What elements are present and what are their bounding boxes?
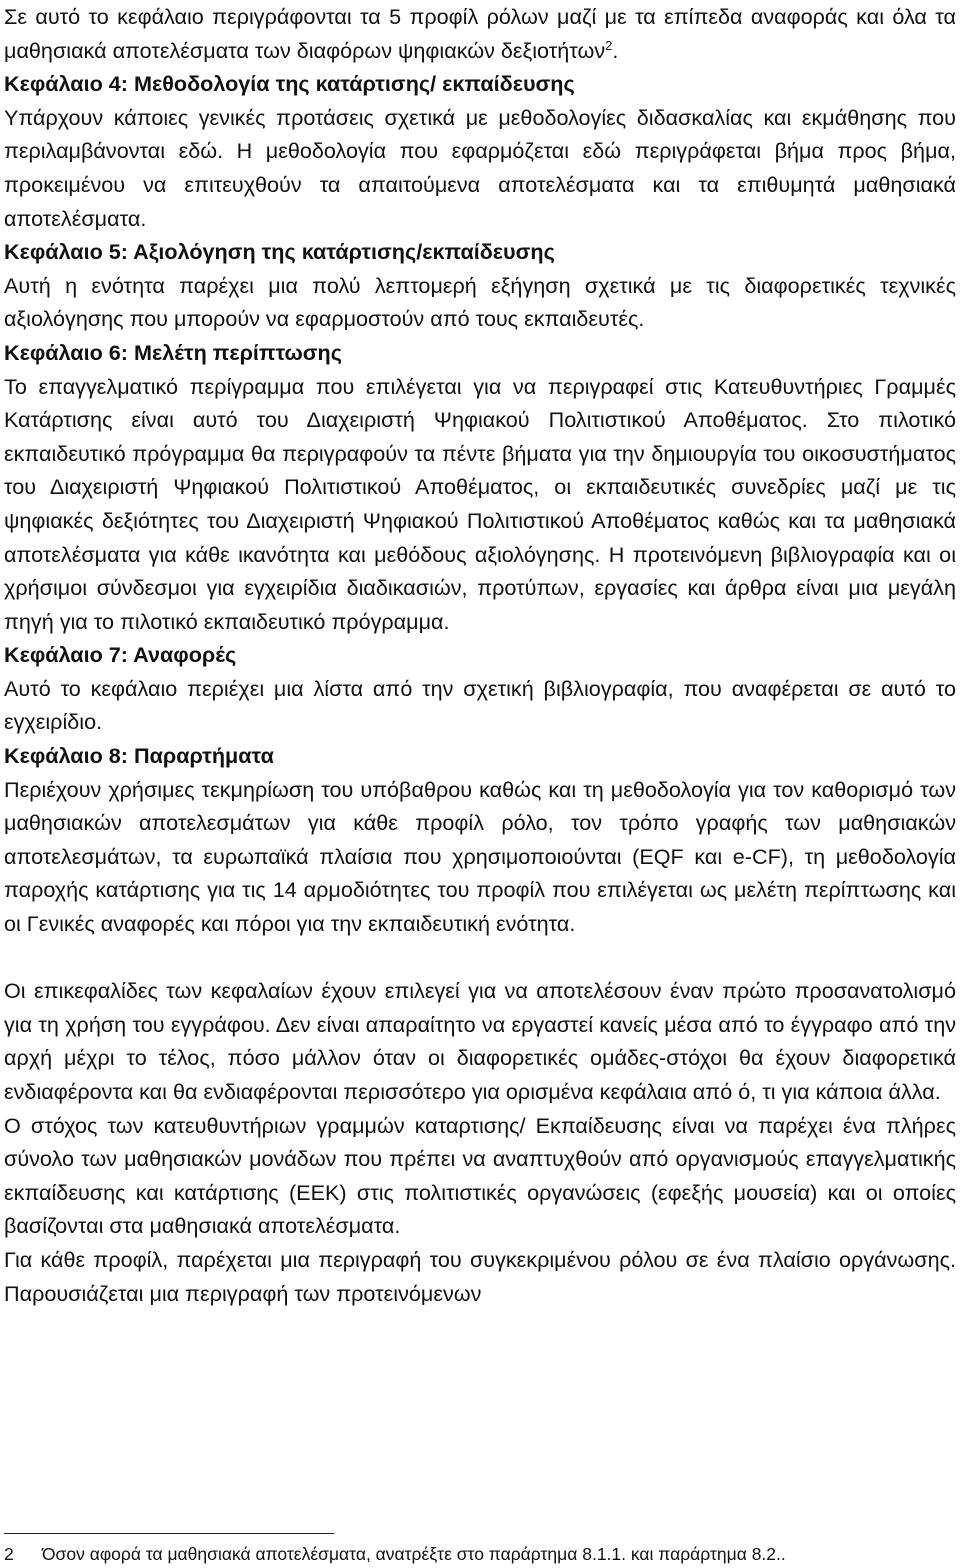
intro-tail: .: [612, 37, 619, 63]
chapter-6-body: Το επαγγελματικό περίγραμμα που επιλέγεται για να περιγραφεί στις Κατευθυντήριες Γραμμές Κατάρτισης είναι αυτό του Διαχειριστή Ψηφιακού Πολιτιστικού Αποθέματος. Στο πιλοτικό εκπαιδευτικό πρόγραμμα θα περιγραφούν τα πέντε βήματα για την δημιουργία του οικοσυστήματος του Διαχειριστή Ψηφιακού Πολιτιστικού Αποθέματος, οι εκπαιδευτικές συνεδρίες μαζί με τις ψηφιακές δεξιότητες του Διαχειριστή Ψηφιακού Πολιτιστικού Αποθέματος καθώς και τα μαθησιακά αποτελέσματα για κάθε ικανότητα και μεθόδους αξιολόγησης. Η προτεινόμενη βιβλιογραφία και οι χρήσιμοι σύνδεσμοι για εγχειρίδια διαδικασιών, προτύπων, εργασίες και άρθρα είναι μια μεγάλη πηγή για το πιλοτικό εκπαιδευτικό πρόγραμμα.: [4, 373, 956, 634]
footnote: [4, 1542, 786, 1566]
chapter-5-body: Αυτή η ενότητα παρέχει μια πολύ λεπτομερή εξήγηση σχετικά με τις διαφορετικές τεχνικές αξιολόγησης που μπορούν να εφαρμοστούν από τους εκπαιδευτές.: [4, 272, 956, 332]
closing-paragraph-2: Ο στόχος των κατευθυντήριων γραμμών καταρτισης/ Εκπαίδευσης είναι να παρέχει ένα πλήρες σύνολο των μαθησιακών μονάδων που πρέπει να αναπτυχθούν από οργανισμούς επαγγελματικής εκπαίδευσης και κατάρτισης (ΕΕΚ) στις πολιτιστικές οργανώσεις (εφεξής μουσεία) και οι οποίες βασίζονται στα μαθησιακά αποτελέσματα.: [4, 1112, 956, 1239]
chapter-4-body: Υπάρχουν κάποιες γενικές προτάσεις σχετικά με μεθοδολογίες διδασκαλίας και εκμάθησης που περιλαμβάνονται εδώ. Η μεθοδολογία που εφαρμόζεται εδώ περιγράφεται βήμα προς βήμα, προκειμένου να επιτευχθούν τα απαιτούμενα αποτελέσματα και τα επιθυμητά μαθησιακά αποτελέσματα.: [4, 104, 956, 231]
footnote-ref[interactable]: 2: [605, 37, 613, 53]
footnote-divider: [4, 1533, 334, 1534]
document-page: [4, 0, 956, 1310]
closing-paragraph-3: Για κάθε προφίλ, παρέχεται μια περιγραφή του συγκεκριμένου ρόλου σε ένα πλαίσιο οργάνωσης. Παρουσιάζεται μια περιγραφή των προτεινόμενων: [4, 1246, 956, 1306]
footnote-text: Όσον αφορά τα μαθησιακά αποτελέσματα, ανατρέξτε στο παράρτημα 8.1.1. και παράρτημα 8.2..: [42, 1544, 786, 1564]
chapter-8-heading: Κεφάλαιο 8: Παραρτήματα: [4, 743, 274, 769]
closing-paragraph-1: Οι επικεφαλίδες των κεφαλαίων έχουν επιλεγεί για να αποτελέσουν έναν πρώτο προσανατολισμό για τη χρήση του εγγράφου. Δεν είναι απαραίτητο να εργαστεί κανείς μέσα από το έγγραφο από την αρχή μέχρι το τέλος, πόσο μάλλον όταν οι διαφορετικές ομάδες-στόχοι θα έχουν διαφορετικά ενδιαφέροντα και θα ενδιαφέρονται περισσότερο για ορισμένα κεφάλαια από ό, τι για κάποια άλλα.: [4, 978, 956, 1104]
paragraph-spacer: [4, 941, 956, 975]
chapter-7-heading: Κεφάλαιο 7: Αναφορές: [4, 642, 237, 668]
chapter-6-heading: Κεφάλαιο 6: Μελέτη περίπτωσης: [4, 339, 342, 365]
chapter-7-body: Αυτό το κεφάλαιο περιέχει μια λίστα από την σχετική βιβλιογραφία, που αναφέρεται σε αυτό το εγχειρίδιο.: [4, 675, 956, 735]
chapter-4-heading: Κεφάλαιο 4: Μεθοδολογία της κατάρτισης/ εκπαίδευσης: [4, 71, 575, 97]
intro-text: Σε αυτό το κεφάλαιο περιγράφονται τα 5 προφίλ ρόλων μαζί με τα επίπεδα αναφοράς και όλα τα μαθησιακά αποτελέσματα των διαφόρων ψηφιακών δεξιοτήτων: [4, 4, 956, 63]
intro-paragraph: [4, 0, 956, 67]
chapter-5-heading: Κεφάλαιο 5: Αξιολόγηση της κατάρτισης/εκπαίδευσης: [4, 239, 555, 265]
footnote-number: 2: [4, 1544, 14, 1564]
chapter-8-body: Περιέχουν χρήσιμες τεκμηρίωση του υπόβαθρου καθώς και τη μεθοδολογία για τον καθορισμό των μαθησιακών αποτελεσμάτων για κάθε προφίλ ρόλο, τον τρόπο γραφής των μαθησιακών αποτελεσμάτων, τα ευρωπαϊκά πλαίσια που χρησιμοποιούνται (EQF και e-CF), τη μεθοδολογία παροχής κατάρτισης για τις 14 αρμοδιότητες του προφίλ που επιλέγεται ως μελέτη περίπτωσης και οι Γενικές αναφορές και πόροι για την εκπαιδευτική ενότητα.: [4, 776, 956, 937]
